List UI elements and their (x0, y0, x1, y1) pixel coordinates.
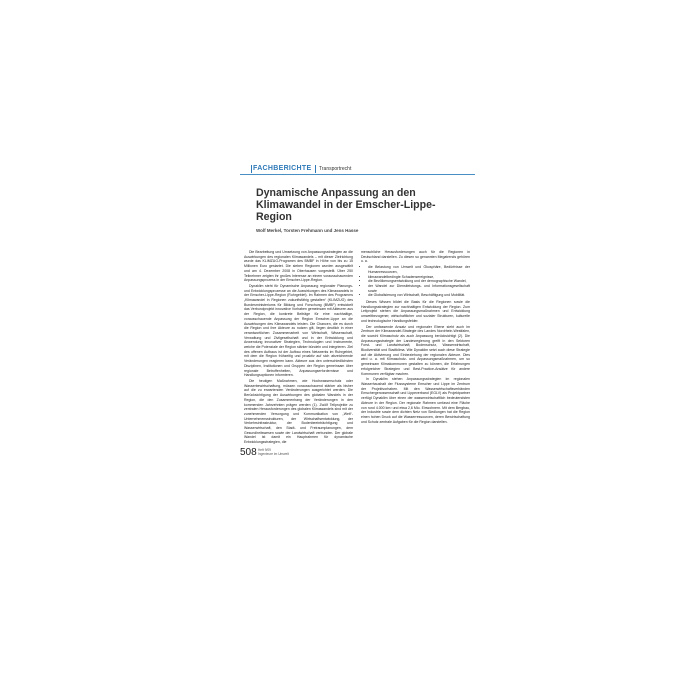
journal-footer (258, 448, 289, 456)
paragraph: Die heutigen Maßnahmen, wie Hochwasserschutz oder Wasserbewirtschaftung, müssen vorausschauend stärker als bisher auf die zu erwartenden Veränderungen ausgerichtet werden. Die Berücksichtigung der Auswirkungen des globalen Wandels in der Region, die den Zusammenhang der Veränderungen in den kommenden Jahrzehnten prägen werden (1). Zwölf Teilprojekte zu zentralen Herausforderungen des globalen Klimawandels sind mit der zunehmenden Versorgung und Kommunikation von „Weit“-Unternehmensstrukturen, der Wirtschaftsentwicklung, der Verkehrsinfrastruktur, der Bodenbeeinträchtigung und Wasserwirtschaft, den Stadt- und Freiraumplanungen, dem Gesundheitswesen sowie der Landwirtschaft verbunden. Der globale Wandel ist damit ein Hauptrahmen für dynamische Entwicklungsstrategien, die (244, 378, 353, 445)
megatrend-list (361, 265, 470, 298)
rubric-label: FACHBERICHTE (253, 165, 312, 172)
article-authors: Wolf Merkel, Torsten Frehmann und Jens Hasse (256, 228, 359, 233)
paragraph: Dieses Wissen bildet die Basis für die Regionen sowie die Handlungsstrategien zur nachhaltigen Entwicklung der Region. Zum Leitprojekt stehen die Anpassungsmaßnahmen und Entwicklung umweltbezogener, wirtschaftlicher und sozialer Strukturen, kulturelle und technologische Handlungsfelder. (361, 300, 470, 323)
list-item: • der Wandel zur Dienstleistungs- und Informationsgesellschaft sowie (368, 284, 470, 293)
paragraph: menschliche Herausforderungen auch für die Regionen in Deutschland darstellen. Zu diesen so genannten Megatrends gehören u. a. (361, 250, 470, 264)
list-item: • die Bevölkerungsentwicklung und der demographische Wandel, (368, 279, 470, 284)
paragraph: Der umfassende Ansatz und regionaler Ebene sieht auch im Zentrum der Klimawandel-Strategie des Landes Nordrhein-Westfalen, die sowohl Klimaschutz als auch Anpassung berücksichtigt (2). Die Anpassungsstrategie der Landesregierung greift in den Sektoren Forst- und Landwirtschaft, Bodenschutz, Wasserwirtschaft, Biodiversität und Stadtklima. Wie Dynaklim setzt auch diese Strategie auf die Aktivierung und Einbeziehung der regionalen Akteure. Dies wird u. a. mit Klimaschutz- und Anpassungsmaßnahmen, um so gemeinsam Klimakommunen gestalten zu können, die Erfahrungen erfolgreicher Strategien und Best-Practice-Ansätze für andere Kommunen verfügbar machen. (361, 324, 470, 376)
page-number: 508 (240, 447, 257, 458)
list-item: • die Globalisierung von Wirtschaft, Beschäftigung und Mobilität. (368, 293, 470, 298)
list-item: • die Belastung von Umwelt und Ökosphäre, Bedürfnisse der Humanressourcen, (368, 265, 470, 274)
journal-issue: Heft 9/09 (258, 448, 271, 452)
article-title: Dynamische Anpassung an den Klimawandel in der Emscher-Lippe-Region (256, 187, 436, 223)
section-label: Transportrecht (319, 166, 352, 172)
paragraph: In Dynaklim stehen Anpassungsstrategien im regionalen Wasserhaushalt der Flusssysteme Emscher und Lippe im Zentrum der Projektvorhaben. Mit den Wasserwirtschaftsverbänden Emschergenossenschaft und Lippeverband (EGLV) als Projektpartner verfügt Dynaklim über einen der wasserwirtschaftlich bedeutendsten Akteure in der Region. Der regionale Rahmen umfasst eine Fläche von rund 4.000 km² und etwa 2,6 Mio. Einwohnern. Mit dem Bergbau, der Industrie sowie dem dichten Netz von Siedlungen hat die Region einen hohen Druck auf die Wasserressourcen, deren Bewirtschaftung und Schutz zentrale Aufgaben für die Region darstellen. (361, 377, 470, 424)
header-rule (240, 174, 475, 175)
list-item: • klimawandelbedingte Schadensereignisse, (368, 275, 470, 280)
text-column-left (244, 250, 353, 446)
journal-page (240, 160, 475, 540)
paragraph: Die Bearbeitung und Umsetzung von Anpassungsstrategien an die Auswirkungen des regionalen Klimawandels – mit dieser Zielrichtung wurde das KLIMZUG-Programm des BMBF in Höhe von bis zu 15 Millionen Euro gestartet. Die sieben Regionen wurden ausgewählt und am 4. Dezember 2008 in Oberhausen vorgestellt. Über 250 Teilnehmer zeigten ihr großes Interesse an einem vorausschauenden Anpassungsprozess in der Emscher-Lippe-Region. (244, 250, 353, 283)
paragraph: Dynaklim steht für Dynamische Anpassung regionaler Planungs- und Entwicklungsprozesse an die Auswirkungen des Klimawandels in der Emscher-Lippe-Region (Ruhrgebiet). Im Rahmen des Programms „Klimawandel in Regionen zukunftsfähig gestalten“ (KLIMZUG) des Bundesministeriums für Bildung und Forschung (BMBF) entwickelt das Verbundprojekt innovative Vorhaben gemeinsam mit Akteuren aus der Region, die konkrete Beiträge für eine nachhaltige, vorausschauende Anpassung der Region Emscher-Lippe an die Auswirkungen des Klimawandels leisten. Die Chancen, die es durch die Region und ihre Akteure zu nutzen gilt, liegen deutlich in einer verantwortlichen Zusammenarbeit von Wirtschaft, Wissenschaft, Verwaltung und Zivilgesellschaft und in der Entwicklung und Anwendung innovativer Strategien, Technologien und Instrumente, welche die Potenziale der Region stärker bündeln und integrieren. Ziel des offenen Aufbaus ist der Aufbau eines Netzwerks im Ruhrgebiet, mit dem die Region frühzeitig und proaktiv auf sich abzeichnende Veränderungen reagieren kann. Akteure aus den unterschiedlichsten Disziplinen, Institutionen und Gruppen der Region gemeinsam über regionale Betroffenheiten, Anpassungserfordernisse und Handlungsoptionen informieren. (244, 283, 353, 378)
text-column-right (361, 250, 470, 425)
journal-name: Ingenieure im Umwelt (258, 452, 289, 456)
rubric-marker (251, 165, 252, 173)
rubric-divider (315, 165, 316, 173)
